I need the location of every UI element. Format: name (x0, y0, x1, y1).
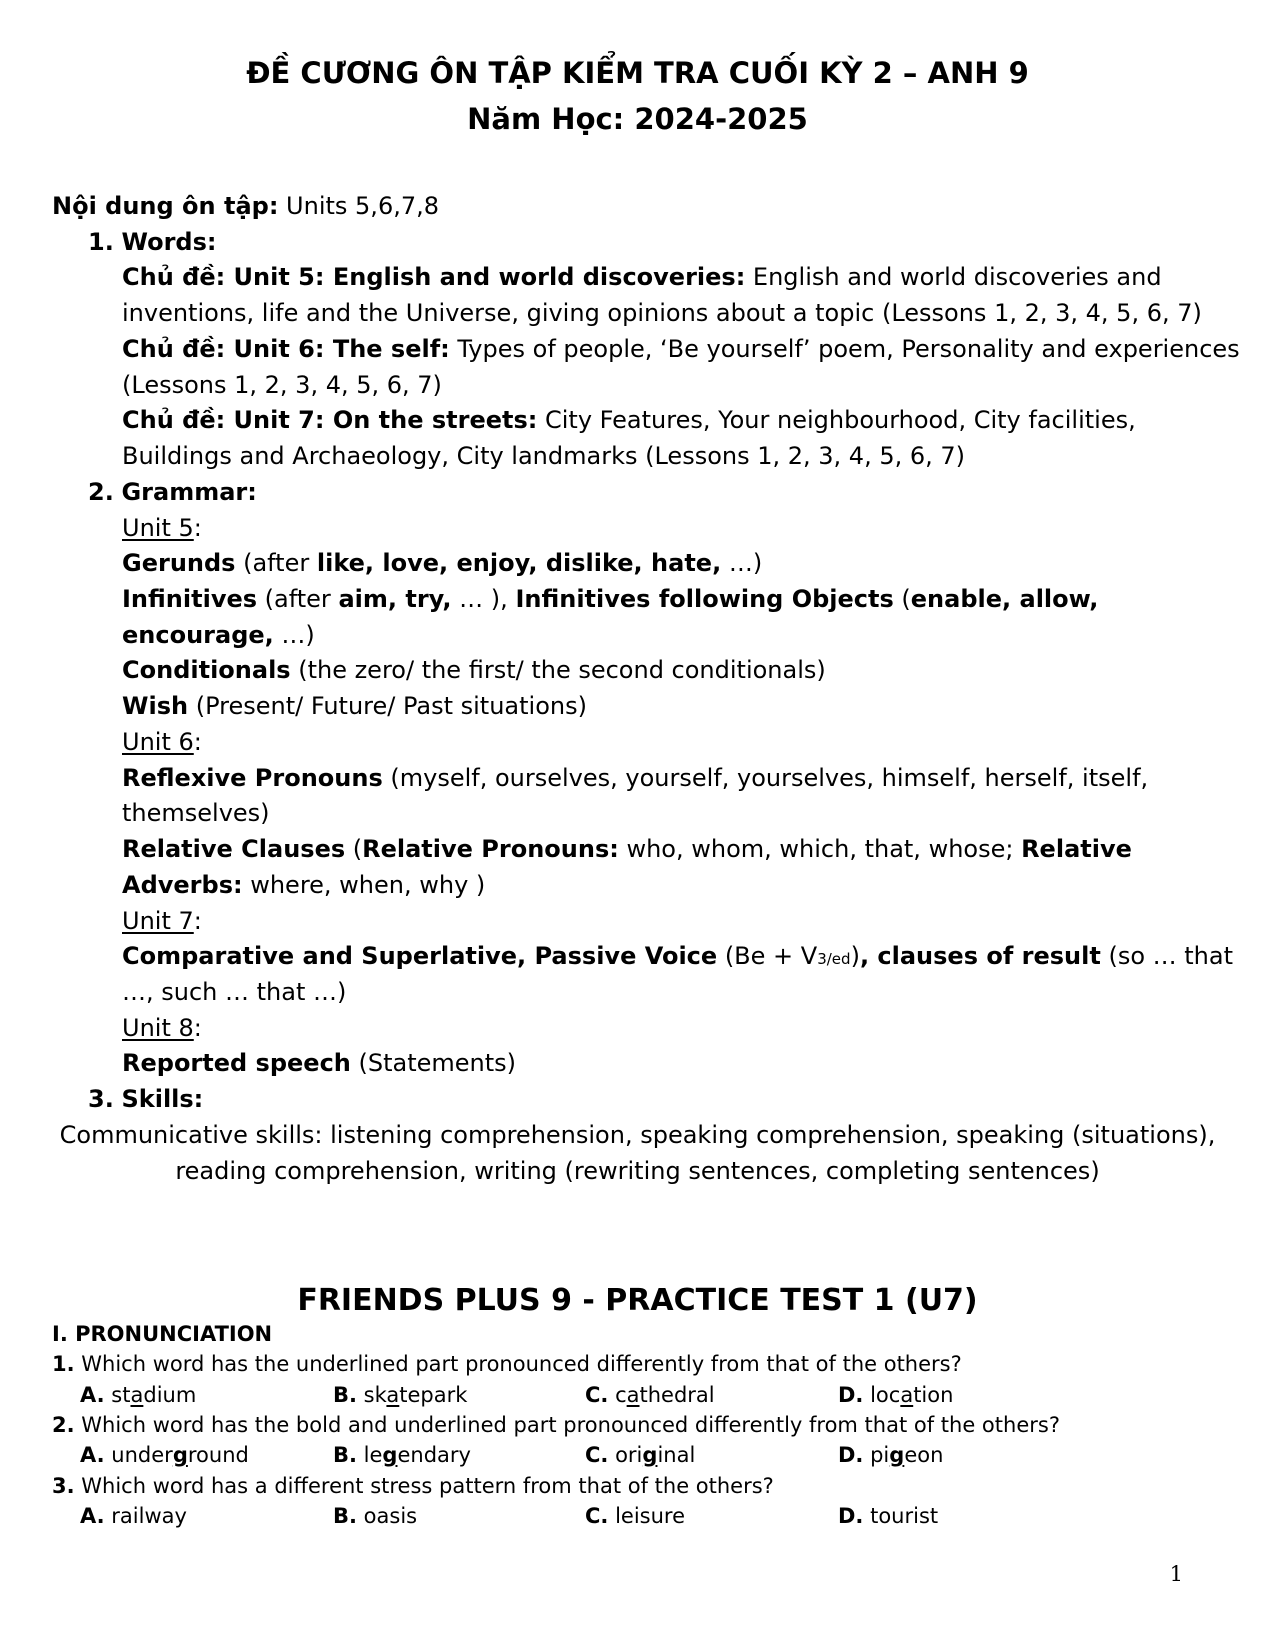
q1-option-d: D. location (838, 1383, 954, 1407)
topic-unit5-line1: Chủ đề: Unit 5: English and world discoveries: English and world discoveries and (122, 263, 1162, 291)
topic-unit7-line2: Buildings and Archaeology, City landmarks (Lessons 1, 2, 3, 4, 5, 6, 7) (122, 442, 966, 470)
grammar-relative: Relative Clauses (Relative Pronouns: who, whom, which, that, whose; Relative (122, 835, 1132, 863)
words-heading: 1. Words: (88, 228, 217, 256)
q2-option-a: A. underground (80, 1443, 249, 1467)
q1-option-a: A. stadium (80, 1383, 197, 1407)
grammar-unit5-label: Unit 5: (122, 514, 202, 542)
grammar-reported-speech: Reported speech (Statements) (122, 1049, 517, 1077)
q1-option-b: B. skatepark (333, 1383, 468, 1407)
topic-unit5-line2: inventions, life and the Universe, giving opinions about a topic (Lessons 1, 2, 3, 4, 5, 6, 7) (122, 299, 1202, 327)
q3-option-a: A. railway (80, 1504, 187, 1528)
grammar-relative-cont: Adverbs: where, when, why ) (122, 871, 486, 899)
grammar-reflexive: Reflexive Pronouns (myself, ourselves, yourself, yourselves, himself, herself, itself, (122, 764, 1149, 792)
practice-test-title: FRIENDS PLUS 9 - PRACTICE TEST 1 (U7) (297, 1283, 978, 1318)
grammar-unit7-label: Unit 7: (122, 907, 202, 935)
grammar-conditionals: Conditionals (the zero/ the first/ the second conditionals) (122, 656, 826, 684)
grammar-gerunds: Gerunds (after like, love, enjoy, dislike, hate, …) (122, 549, 763, 577)
review-units: Units 5,6,7,8 (278, 192, 440, 220)
grammar-wish: Wish (Present/ Future/ Past situations) (122, 692, 587, 720)
q2-option-d: D. pigeon (838, 1443, 944, 1467)
grammar-unit8-label: Unit 8: (122, 1014, 202, 1042)
grammar-comparative: Comparative and Superlative, Passive Voice (Be + V3/ed), clauses of result (so … that (122, 942, 1234, 970)
review-label: Nội dung ôn tập: (52, 192, 279, 220)
page-number: 1 (1169, 1562, 1183, 1586)
topic-unit6-line2: (Lessons 1, 2, 3, 4, 5, 6, 7) (122, 371, 442, 399)
question-3: 3. Which word has a different stress pattern from that of the others? (52, 1474, 774, 1498)
topic-unit6-line1: Chủ đề: Unit 6: The self: Types of people, ‘Be yourself’ poem, Personality and experiences (122, 335, 1240, 363)
q3-option-c: C. leisure (585, 1504, 685, 1528)
topic-unit7-line1: Chủ đề: Unit 7: On the streets: City Features, Your neighbourhood, City facilities, (122, 406, 1136, 434)
grammar-infinitives: Infinitives (after aim, try, … ), Infinitives following Objects (enable, allow, (122, 585, 1099, 613)
school-year: Năm Học: 2024-2025 (467, 102, 808, 136)
grammar-comparative-cont: …, such … that …) (122, 978, 347, 1006)
q2-option-b: B. legendary (333, 1443, 471, 1467)
q2-option-c: C. original (585, 1443, 696, 1467)
q1-option-c: C. cathedral (585, 1383, 715, 1407)
grammar-reflexive-cont: themselves) (122, 799, 270, 827)
skills-line1: Communicative skills: listening comprehension, speaking comprehension, speaking (situations), (59, 1121, 1216, 1149)
grammar-infinitives-cont: encourage, …) (122, 621, 315, 649)
skills-heading: 3. Skills: (88, 1085, 204, 1113)
grammar-heading: 2. Grammar: (88, 478, 257, 506)
q3-option-b: B. oasis (333, 1504, 418, 1528)
section-pronunciation: I. PRONUNCIATION (52, 1322, 273, 1346)
review-content-line (52, 192, 439, 220)
grammar-unit6-label: Unit 6: (122, 728, 202, 756)
question-2: 2. Which word has the bold and underlined part pronounced differently from that of the others? (52, 1413, 1060, 1437)
document-title: ĐỀ CƯƠNG ÔN TẬP KIỂM TRA CUỐI KỲ 2 – ANH 9 (246, 56, 1029, 90)
q3-option-d: D. tourist (838, 1504, 939, 1528)
skills-line2: reading comprehension, writing (rewriting sentences, completing sentences) (175, 1157, 1100, 1185)
question-1: 1. Which word has the underlined part pronounced differently from that of the others? (52, 1352, 962, 1376)
